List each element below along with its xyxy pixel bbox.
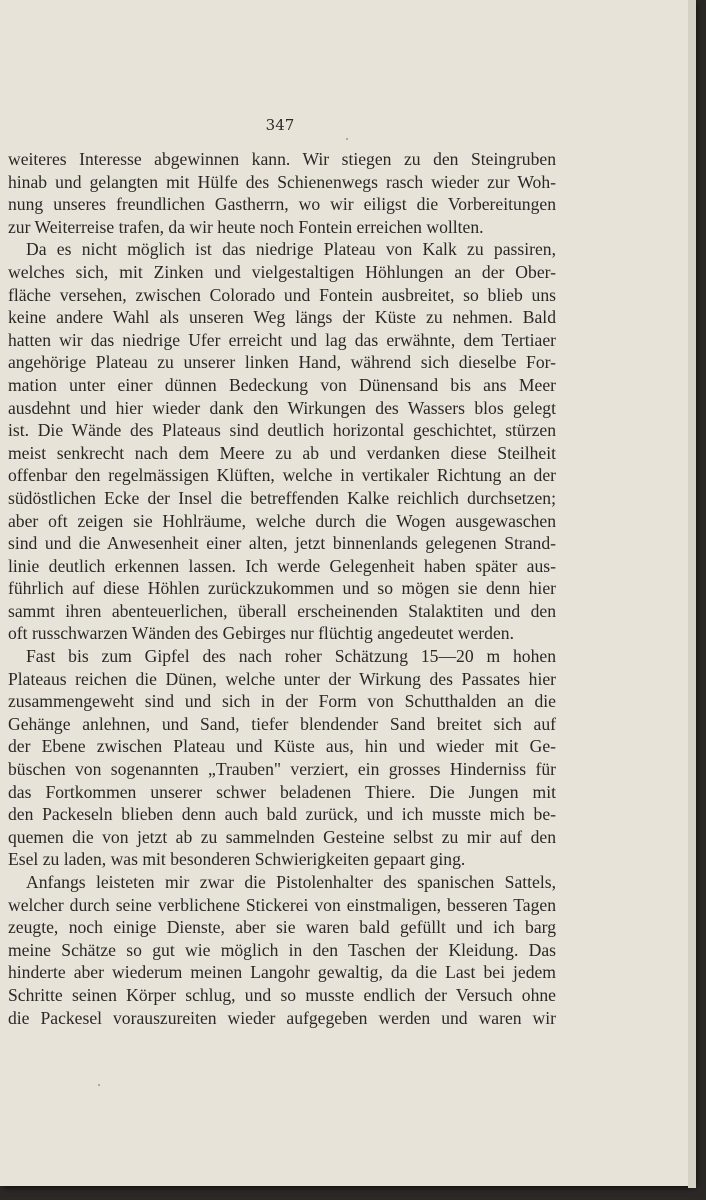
text-line: das Fortkommen unserer schwer beladenen Thiere. Die Jungen mit bbox=[8, 781, 556, 802]
text-line: büschen von sogenannten „Trauben" verziert, ein grosses Hinderniss für bbox=[8, 759, 556, 780]
text-line: sind und die Anwesenheit einer alten, jetzt binnenlands gelegenen Strand- bbox=[8, 533, 556, 554]
text-line: mation unter einer dünnen Bedeckung von Dünensand bis ans Meer bbox=[8, 374, 556, 395]
text-line: welcher durch seine verblichene Stickerei von einstmaligen, besseren Tagen bbox=[8, 894, 556, 915]
text-line: zeugte, noch einige Dienste, aber sie waren bald gefüllt und ich barg bbox=[8, 917, 556, 938]
text-line: der Ebene zwischen Plateau und Küste aus, hin und wieder mit Ge- bbox=[8, 736, 556, 757]
text-line: den Packeseln blieben denn auch bald zurück, und ich musste mich be- bbox=[8, 804, 556, 825]
text-line: zur Weiterreise trafen, da wir heute noch Fontein erreichen wollten. bbox=[8, 216, 484, 237]
text-line: Plateaus reichen die Dünen, welche unter der Wirkung des Passates hier bbox=[8, 668, 556, 689]
text-line: hatten wir das niedrige Ufer erreicht und lag das erwähnte, dem Tertiaer bbox=[8, 329, 556, 350]
text-line: südöstlichen Ecke der Insel die betreffenden Kalke reichlich durchsetzen; bbox=[8, 487, 556, 508]
text-line: hinab und gelangten mit Hülfe des Schienenwegs rasch wieder zur Woh- bbox=[8, 171, 556, 192]
text-line: quemen die von jetzt ab zu sammelnden Gesteine selbst zu mir auf den bbox=[8, 826, 556, 847]
text-line: offenbar den regelmässigen Klüften, welche in vertikaler Richtung an der bbox=[8, 465, 556, 486]
paper-speck bbox=[346, 138, 348, 140]
text-line: weiteres Interesse abgewinnen kann. Wir stiegen zu den Steingruben bbox=[8, 149, 556, 169]
text-line: nung unseres freundlichen Gastherrn, wo wir eiligst die Vorbereitungen bbox=[8, 194, 556, 215]
text-line: die Packesel vorauszureiten wieder aufgegeben werden und waren wir bbox=[8, 1007, 556, 1028]
text-line: Da es nicht möglich ist das niedrige Plateau von Kalk zu passiren, bbox=[26, 239, 556, 260]
text-line: ausdehnt und hier wieder dank den Wirkungen des Wassers blos gelegt bbox=[8, 397, 556, 418]
page-edge bbox=[688, 0, 696, 1188]
text-line: meine Schätze so gut wie möglich in den Taschen der Kleidung. Das bbox=[8, 939, 556, 960]
text-line: welches sich, mit Zinken und vielgestaltigen Höhlungen an der Ober- bbox=[8, 261, 556, 282]
text-line: sammt ihren abenteuerlichen, überall erscheinenden Stalaktiten und den bbox=[8, 600, 556, 621]
text-line: zusammengeweht sind und sich in der Form von Schutthalden an die bbox=[8, 691, 556, 712]
text-line: Fast bis zum Gipfel des nach roher Schätzung 15—20 m hohen bbox=[26, 646, 556, 667]
text-line: aber oft zeigen sie Hohlräume, welche durch die Wogen ausgewaschen bbox=[8, 510, 556, 531]
text-line: Esel zu laden, was mit besonderen Schwierigkeiten gepaart ging. bbox=[8, 849, 466, 870]
text-line: meist senkrecht nach dem Meere zu ab und verdanken diese Steilheit bbox=[8, 442, 556, 463]
text-line: ist. Die Wände des Plateaus sind deutlich horizontal geschichtet, stürzen bbox=[8, 420, 556, 441]
text-line: fläche versehen, zwischen Colorado und Fontein ausbreitet, so blieb uns bbox=[8, 284, 556, 305]
text-line: hinderte aber wiederum meinen Langohr gewaltig, da die Last bei jedem bbox=[8, 962, 556, 983]
page-number: 347 bbox=[265, 116, 295, 134]
text-line: angehörige Plateau zu unserer linken Hand, während sich dieselbe For- bbox=[8, 352, 556, 373]
text-line: Gehänge anlehnen, und Sand, tiefer blendender Sand breitet sich auf bbox=[8, 713, 556, 734]
text-line: oft russchwarzen Wänden des Gebirges nur flüchtig angedeutet werden. bbox=[8, 623, 514, 644]
paper-speck bbox=[98, 1084, 100, 1086]
text-line: Anfangs leisteten mir zwar die Pistolenhalter des spanischen Sattels, bbox=[26, 872, 556, 892]
text-line: linie deutlich erkennen lassen. Ich werde Gelegenheit haben später aus- bbox=[8, 555, 556, 576]
text-line: Schritte seinen Körper schlug, und so musste endlich der Versuch ohne bbox=[8, 984, 556, 1005]
text-line: führlich auf diese Höhlen zurückzukommen und so mögen sie denn hier bbox=[8, 578, 556, 599]
text-line: keine andere Wahl als unseren Weg längs der Küste zu nehmen. Bald bbox=[8, 307, 556, 328]
body-text bbox=[8, 148, 556, 1029]
